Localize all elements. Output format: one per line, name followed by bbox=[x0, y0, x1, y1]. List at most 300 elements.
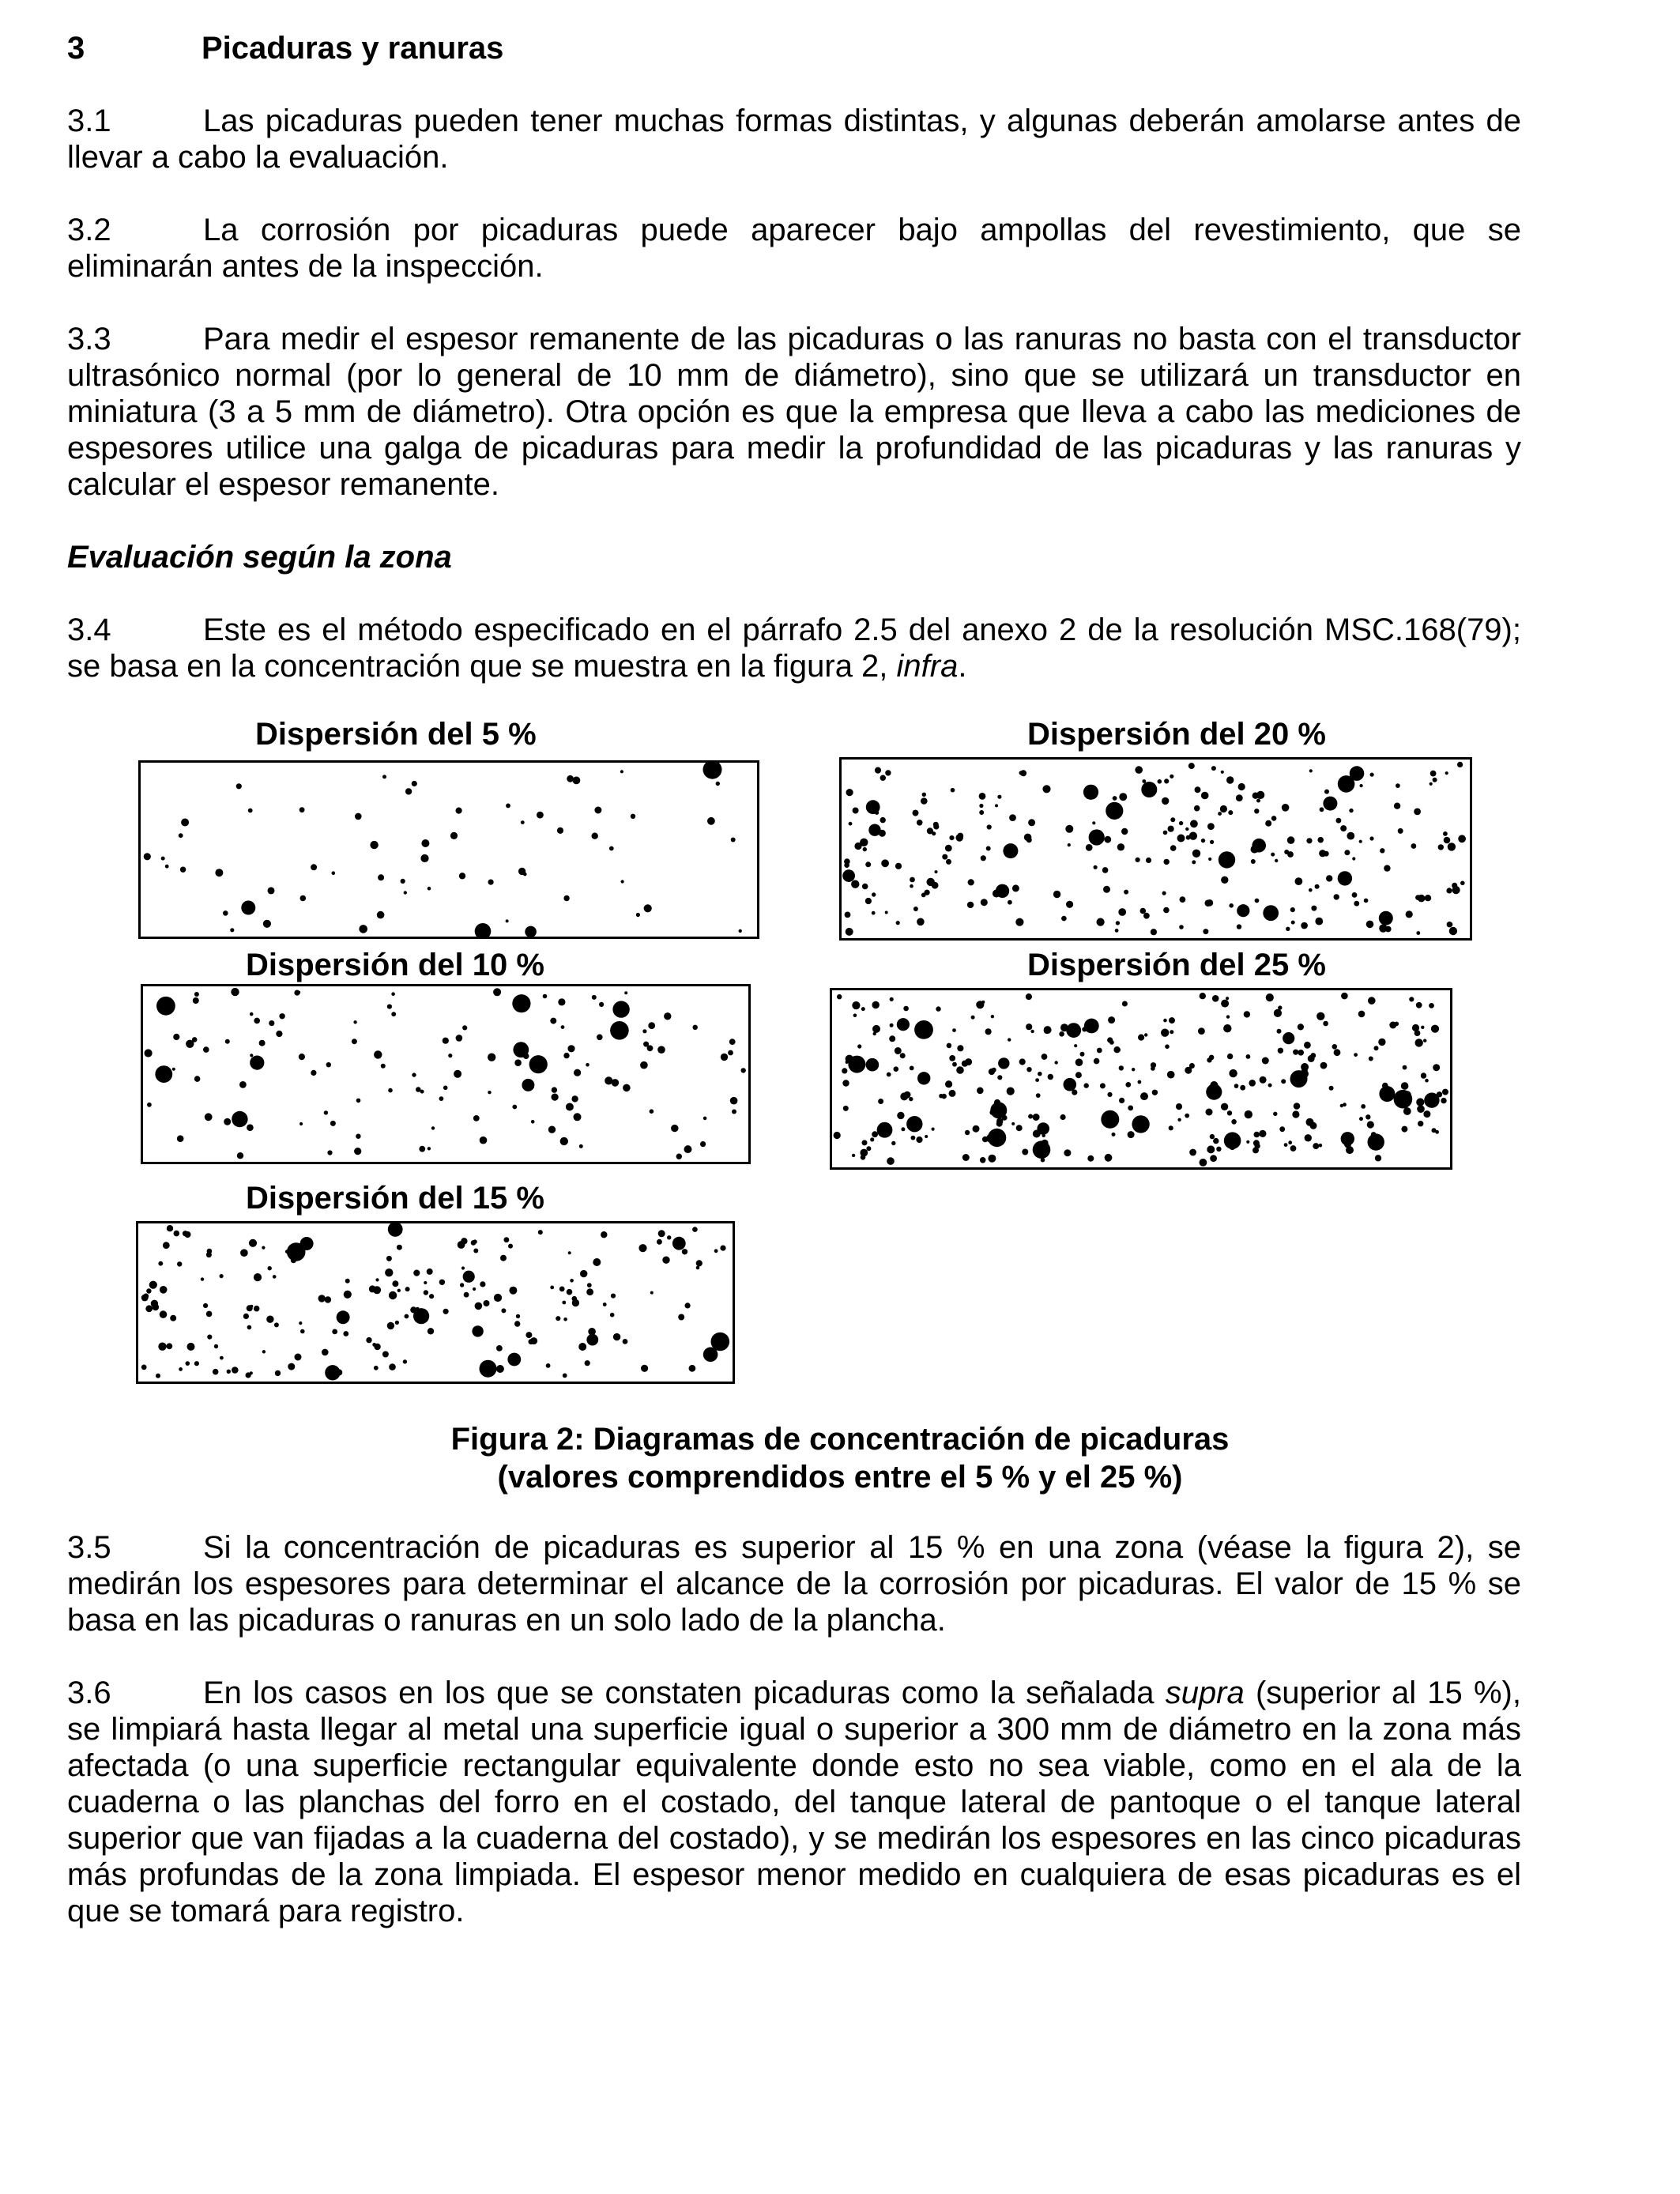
pit-dot bbox=[657, 1046, 665, 1054]
pit-dot bbox=[1418, 1121, 1423, 1126]
pit-dot bbox=[557, 827, 563, 834]
pit-dot bbox=[1367, 1121, 1374, 1128]
pit-dot bbox=[500, 1255, 507, 1261]
pit-dot bbox=[454, 1070, 461, 1078]
pit-dot bbox=[685, 1302, 691, 1308]
pit-dot bbox=[1135, 766, 1143, 774]
pit-dot bbox=[1113, 796, 1117, 801]
pit-dot bbox=[880, 817, 886, 823]
pit-dot bbox=[1220, 805, 1227, 812]
pit-dot bbox=[1105, 1154, 1113, 1162]
pit-dot bbox=[1252, 793, 1259, 799]
pit-dot bbox=[187, 1343, 195, 1351]
pit-dot bbox=[1084, 1019, 1099, 1034]
pit-dot bbox=[933, 822, 939, 827]
pit-dot bbox=[941, 1094, 947, 1099]
pit-dot bbox=[1167, 1071, 1175, 1079]
pit-dot bbox=[910, 877, 915, 883]
pit-dot bbox=[410, 1306, 416, 1313]
pit-dot bbox=[947, 1043, 952, 1049]
pit-dot bbox=[1340, 825, 1347, 831]
pit-dot bbox=[496, 1365, 504, 1373]
pit-dot bbox=[1083, 785, 1098, 800]
pit-dot bbox=[1317, 837, 1324, 843]
pit-dot bbox=[401, 879, 405, 884]
pit-dot bbox=[160, 1310, 168, 1318]
pit-dot bbox=[1019, 771, 1023, 775]
pit-dot bbox=[1411, 843, 1417, 849]
pit-dot bbox=[559, 1287, 565, 1292]
pit-dot bbox=[968, 879, 974, 885]
pit-dot bbox=[1132, 1115, 1149, 1133]
pit-dot bbox=[475, 1302, 483, 1310]
pit-dot bbox=[516, 1314, 520, 1318]
pit-dot bbox=[552, 1087, 557, 1092]
pit-dot bbox=[1030, 1030, 1034, 1033]
pit-dot bbox=[921, 893, 926, 898]
pit-dot bbox=[1245, 1110, 1252, 1118]
pit-dot bbox=[996, 1121, 1003, 1127]
pit-dot bbox=[1087, 1155, 1094, 1162]
pit-dot bbox=[1009, 814, 1016, 821]
pit-dot bbox=[1262, 1057, 1269, 1065]
pit-dot bbox=[353, 1020, 356, 1023]
pit-dot bbox=[1221, 1000, 1229, 1008]
pit-dot bbox=[276, 1031, 282, 1037]
pit-dot bbox=[976, 1001, 984, 1008]
pit-dot bbox=[1140, 1092, 1148, 1100]
pit-dot bbox=[412, 781, 417, 786]
pit-dot bbox=[1398, 828, 1403, 834]
pit-dot bbox=[1074, 1044, 1077, 1047]
pit-dot bbox=[1315, 884, 1320, 889]
pit-dot bbox=[586, 1288, 593, 1295]
pit-dot bbox=[1431, 1025, 1439, 1033]
pit-dot bbox=[372, 1343, 376, 1347]
pit-dot bbox=[1301, 922, 1308, 929]
pit-dot bbox=[703, 1117, 707, 1121]
pit-dot bbox=[730, 1097, 738, 1105]
pit-dot bbox=[945, 845, 952, 852]
paragraph-text: Si la concentración de picaduras es superior al 15 % en una zona (véase la figura 2), se medirán los espesores para determinar el alcance de la corrosión por picaduras. El valor de 15 % se basa en las picaduras o ranuras en un solo lado de la plancha. bbox=[67, 1530, 1521, 1638]
pit-dot bbox=[1200, 1159, 1207, 1167]
pit-dot bbox=[1048, 1074, 1053, 1080]
pit-dot bbox=[1452, 886, 1460, 894]
pit-dot bbox=[359, 925, 367, 933]
pit-dot bbox=[247, 1124, 254, 1131]
pit-dot bbox=[163, 1242, 170, 1249]
paragraph-3-6 bbox=[67, 1675, 1521, 1929]
pit-dot bbox=[1323, 797, 1337, 811]
pit-dot bbox=[1075, 1072, 1082, 1078]
pit-dot bbox=[997, 795, 1001, 799]
pit-dot bbox=[1152, 1090, 1158, 1095]
pit-dot bbox=[194, 1076, 201, 1082]
pit-dot bbox=[1259, 1130, 1266, 1137]
pit-dot bbox=[580, 1270, 587, 1277]
pit-dot bbox=[866, 1146, 871, 1151]
pit-dot bbox=[957, 1045, 963, 1051]
pit-dot bbox=[461, 1238, 467, 1244]
pit-dot bbox=[863, 847, 867, 851]
pit-dot bbox=[459, 873, 465, 879]
pit-dot bbox=[1195, 786, 1201, 793]
pit-dot bbox=[439, 1096, 444, 1101]
pit-dot bbox=[1249, 1080, 1256, 1087]
pit-dot bbox=[844, 862, 849, 868]
pit-dot bbox=[273, 1275, 277, 1279]
pit-dot bbox=[161, 857, 165, 861]
pit-dot bbox=[1266, 993, 1274, 1001]
pit-dot bbox=[494, 1294, 502, 1302]
pit-dot bbox=[981, 855, 986, 861]
pit-dot bbox=[852, 1001, 860, 1009]
pit-dot bbox=[949, 835, 954, 840]
pit-dot bbox=[1068, 843, 1071, 846]
pit-dot bbox=[1349, 809, 1353, 812]
pit-dot bbox=[667, 1235, 671, 1239]
pit-dot bbox=[877, 1122, 893, 1138]
pit-dot bbox=[1359, 1117, 1363, 1121]
pit-dot bbox=[1164, 859, 1170, 865]
pit-dot bbox=[885, 770, 891, 775]
pit-dot bbox=[903, 1006, 909, 1012]
pit-dot bbox=[1146, 858, 1151, 863]
pit-dot bbox=[1309, 888, 1313, 892]
pit-dot bbox=[1161, 1029, 1169, 1037]
pit-dot bbox=[949, 1090, 956, 1097]
pit-dot bbox=[932, 1128, 935, 1131]
pit-dot bbox=[837, 994, 842, 999]
pit-dot bbox=[982, 1137, 989, 1143]
pit-dot bbox=[552, 1094, 559, 1101]
pit-dot bbox=[567, 1045, 574, 1052]
pit-dot bbox=[1208, 858, 1211, 861]
pit-dot bbox=[1151, 1062, 1156, 1068]
pit-dot bbox=[1086, 844, 1093, 851]
pit-dot bbox=[1042, 1140, 1049, 1147]
pit-dot bbox=[158, 1343, 166, 1351]
pit-dot bbox=[388, 1088, 393, 1093]
pit-dot bbox=[1359, 840, 1362, 843]
pit-dot bbox=[1251, 846, 1259, 854]
pit-dot bbox=[574, 1113, 582, 1121]
pit-dot bbox=[355, 813, 362, 820]
pit-dot bbox=[507, 1353, 521, 1367]
pit-dot bbox=[1416, 1098, 1424, 1106]
pit-dot bbox=[501, 1308, 506, 1313]
pit-dot bbox=[145, 1305, 153, 1312]
pit-dot bbox=[897, 1018, 910, 1031]
pit-dot bbox=[1366, 921, 1374, 929]
pit-dot bbox=[443, 1086, 448, 1091]
pit-dot bbox=[1374, 1046, 1379, 1050]
pit-dot bbox=[543, 994, 548, 999]
pit-dot bbox=[1104, 836, 1111, 843]
pit-dot bbox=[872, 1001, 880, 1008]
pit-dot bbox=[525, 1332, 532, 1338]
pit-dot bbox=[868, 824, 880, 836]
pit-dot bbox=[956, 1066, 964, 1074]
pit-dot bbox=[1227, 1110, 1232, 1115]
pit-dot bbox=[1288, 1140, 1292, 1144]
pit-dot bbox=[1212, 995, 1219, 1002]
pit-dot bbox=[389, 1291, 397, 1299]
pit-dot bbox=[488, 1054, 495, 1061]
pit-dot bbox=[275, 1370, 281, 1376]
pit-dot bbox=[1283, 1032, 1294, 1044]
pit-dot bbox=[1163, 831, 1168, 835]
pit-dot bbox=[1423, 1110, 1430, 1118]
pit-dot bbox=[461, 1266, 465, 1269]
pit-dot bbox=[356, 1134, 360, 1139]
pit-dot bbox=[391, 1012, 396, 1016]
pit-dot bbox=[538, 1230, 543, 1235]
pit-dot bbox=[1421, 1072, 1426, 1078]
pit-dot bbox=[1158, 779, 1162, 784]
pit-dot bbox=[910, 1066, 914, 1071]
pit-dot bbox=[714, 1249, 718, 1253]
pit-dot bbox=[1279, 1126, 1285, 1132]
pit-dot bbox=[563, 1053, 569, 1058]
pit-dot bbox=[989, 1069, 995, 1075]
pit-dot bbox=[1401, 1082, 1409, 1090]
pit-dot bbox=[696, 1260, 703, 1266]
pit-dot bbox=[985, 1028, 992, 1035]
pitting-pattern-10 bbox=[143, 986, 748, 1162]
pit-dot bbox=[613, 1333, 620, 1340]
pit-dot bbox=[300, 1329, 305, 1334]
pit-dot bbox=[1211, 766, 1216, 771]
pit-dot bbox=[1414, 809, 1421, 816]
pit-dot bbox=[1185, 1114, 1189, 1118]
pit-dot bbox=[1326, 875, 1332, 881]
pit-dot bbox=[473, 1249, 478, 1253]
paragraph-text-end: . bbox=[958, 649, 967, 684]
pit-dot bbox=[1206, 1109, 1213, 1116]
pit-dot bbox=[1119, 1098, 1124, 1103]
pit-dot bbox=[650, 1109, 654, 1114]
pit-dot bbox=[1200, 993, 1206, 999]
pit-dot bbox=[247, 1325, 252, 1330]
pit-dot bbox=[1169, 1125, 1173, 1130]
pit-dot bbox=[288, 1363, 295, 1370]
pit-dot bbox=[648, 1022, 655, 1029]
pit-dot bbox=[1320, 1062, 1328, 1069]
pit-dot bbox=[720, 1246, 725, 1251]
pit-dot bbox=[1060, 1023, 1068, 1031]
pit-dot bbox=[294, 990, 299, 996]
pit-dot bbox=[215, 869, 223, 876]
pit-dot bbox=[254, 1273, 262, 1281]
pit-dot bbox=[1011, 1122, 1015, 1125]
pit-dot bbox=[194, 992, 199, 997]
pit-dot bbox=[573, 777, 581, 785]
pit-dot bbox=[428, 1147, 431, 1150]
pit-dot bbox=[1165, 1044, 1170, 1049]
pit-dot bbox=[1251, 859, 1256, 864]
pit-dot bbox=[1352, 892, 1358, 898]
paragraph-3-1 bbox=[67, 103, 1521, 175]
pit-dot bbox=[300, 895, 307, 902]
pit-dot bbox=[952, 1062, 957, 1067]
pit-dot bbox=[428, 887, 431, 891]
pit-dot bbox=[1066, 901, 1073, 908]
pit-dot bbox=[522, 1079, 534, 1091]
pit-dot bbox=[973, 1125, 980, 1133]
pit-dot bbox=[852, 1154, 855, 1157]
pit-dot bbox=[1370, 773, 1374, 777]
pit-dot bbox=[1324, 790, 1329, 794]
pit-dot bbox=[1141, 782, 1157, 797]
section-heading bbox=[67, 30, 1521, 66]
pit-dot bbox=[703, 763, 722, 779]
pit-dot bbox=[332, 1329, 337, 1335]
pit-dot bbox=[988, 1129, 1006, 1147]
pit-dot bbox=[1403, 1065, 1407, 1070]
pit-dot bbox=[1044, 1026, 1052, 1034]
pit-dot bbox=[1206, 1084, 1222, 1100]
pit-dot bbox=[1102, 867, 1109, 873]
pit-dot bbox=[295, 1354, 302, 1361]
pit-dot bbox=[641, 1365, 648, 1372]
pit-dot bbox=[1290, 907, 1295, 912]
pit-dot bbox=[220, 1274, 224, 1278]
pit-dot bbox=[1385, 926, 1392, 933]
pit-dot bbox=[1176, 1103, 1182, 1110]
pit-dot bbox=[431, 1126, 435, 1129]
paragraph-number: 3.3 bbox=[67, 322, 111, 356]
pit-dot bbox=[1396, 783, 1400, 788]
pit-dot bbox=[354, 1148, 361, 1155]
pit-dot bbox=[872, 1025, 880, 1033]
pit-dot bbox=[1116, 921, 1120, 925]
pit-dot bbox=[1151, 929, 1157, 935]
pit-dot bbox=[225, 1039, 230, 1044]
pit-dot bbox=[1310, 1053, 1316, 1058]
pit-dot bbox=[146, 1288, 151, 1293]
pit-dot bbox=[872, 892, 876, 896]
pit-dot bbox=[250, 1305, 253, 1308]
pit-dot bbox=[1226, 776, 1234, 783]
pit-dot bbox=[387, 1005, 392, 1009]
pit-dot bbox=[1368, 997, 1376, 1005]
pit-dot bbox=[594, 807, 601, 814]
pit-dot bbox=[993, 890, 1000, 898]
pit-dot bbox=[337, 1310, 350, 1324]
pit-dot bbox=[1446, 888, 1452, 893]
pit-dot bbox=[1421, 1026, 1424, 1029]
panel-label-20: Dispersión del 20 % bbox=[1027, 717, 1326, 752]
pit-dot bbox=[403, 1359, 407, 1363]
pit-dot bbox=[158, 1261, 163, 1266]
pit-dot bbox=[405, 788, 412, 794]
pit-dot bbox=[1219, 851, 1235, 868]
pit-dot bbox=[895, 1047, 902, 1054]
pit-dot bbox=[880, 775, 886, 781]
pit-dot bbox=[1445, 771, 1448, 775]
pit-dot bbox=[971, 1016, 975, 1020]
pit-dot bbox=[1358, 1011, 1365, 1018]
pit-dot bbox=[592, 995, 597, 1000]
pit-dot bbox=[1424, 1093, 1439, 1108]
pit-dot bbox=[849, 822, 853, 826]
pit-dot bbox=[1415, 1039, 1423, 1046]
pit-dot bbox=[1292, 1110, 1299, 1118]
pit-dot bbox=[988, 1155, 996, 1163]
pit-dot bbox=[1281, 1079, 1286, 1084]
pit-dot bbox=[1369, 1057, 1373, 1061]
pit-dot bbox=[325, 1296, 331, 1302]
pit-dot bbox=[1244, 1011, 1250, 1017]
pit-dot bbox=[165, 865, 169, 869]
pit-dot bbox=[913, 810, 919, 816]
pit-dot bbox=[1194, 805, 1200, 812]
pit-dot bbox=[579, 1144, 583, 1148]
pit-dot bbox=[986, 846, 991, 851]
pit-dot bbox=[299, 1122, 303, 1125]
pit-dot bbox=[1207, 899, 1214, 907]
pit-dot bbox=[343, 1331, 348, 1336]
pit-dot bbox=[890, 997, 894, 1001]
pit-dot bbox=[1271, 816, 1277, 821]
pit-dot bbox=[636, 913, 640, 917]
pit-dot bbox=[1026, 993, 1032, 1000]
pit-dot bbox=[1338, 871, 1352, 885]
pit-dot bbox=[388, 1223, 403, 1237]
pit-dot bbox=[1168, 826, 1174, 832]
pit-dot bbox=[230, 928, 234, 932]
paragraph-number: 3.1 bbox=[67, 104, 111, 138]
pit-dot bbox=[1442, 1089, 1448, 1095]
pit-dot bbox=[375, 1278, 379, 1281]
pit-dot bbox=[460, 1283, 464, 1287]
pit-dot bbox=[1115, 929, 1119, 933]
pit-dot bbox=[205, 1113, 213, 1121]
pit-dot bbox=[448, 1054, 452, 1057]
pit-dot bbox=[1179, 925, 1184, 929]
pit-dot bbox=[1180, 896, 1186, 903]
pit-dot bbox=[1294, 1103, 1301, 1110]
pit-dot bbox=[250, 1012, 254, 1016]
pit-dot bbox=[412, 1072, 416, 1076]
pit-dot bbox=[989, 1110, 995, 1115]
pit-dot bbox=[456, 1035, 463, 1042]
pit-dot bbox=[678, 1314, 684, 1321]
pit-dot bbox=[227, 1370, 231, 1374]
pit-dot bbox=[1341, 993, 1348, 1000]
pit-dot bbox=[834, 1132, 841, 1139]
pit-dot bbox=[1425, 895, 1431, 901]
pit-dot bbox=[1162, 892, 1166, 895]
pit-dot bbox=[865, 898, 872, 904]
pit-dot bbox=[1037, 1122, 1049, 1135]
pit-dot bbox=[352, 1039, 357, 1044]
pit-dot bbox=[1412, 1024, 1419, 1031]
pit-dot bbox=[574, 1069, 581, 1076]
pit-dot bbox=[1416, 1002, 1422, 1008]
pit-dot bbox=[387, 1322, 394, 1329]
pit-dot bbox=[518, 868, 525, 875]
pit-dot bbox=[1216, 1147, 1221, 1152]
pit-dot bbox=[991, 1015, 994, 1018]
pit-dot bbox=[946, 859, 951, 865]
pit-dot bbox=[241, 901, 255, 915]
pit-dot bbox=[1384, 865, 1390, 871]
pit-dot bbox=[239, 1081, 247, 1088]
pit-dot bbox=[980, 1157, 986, 1163]
pit-dot bbox=[998, 1057, 1009, 1069]
